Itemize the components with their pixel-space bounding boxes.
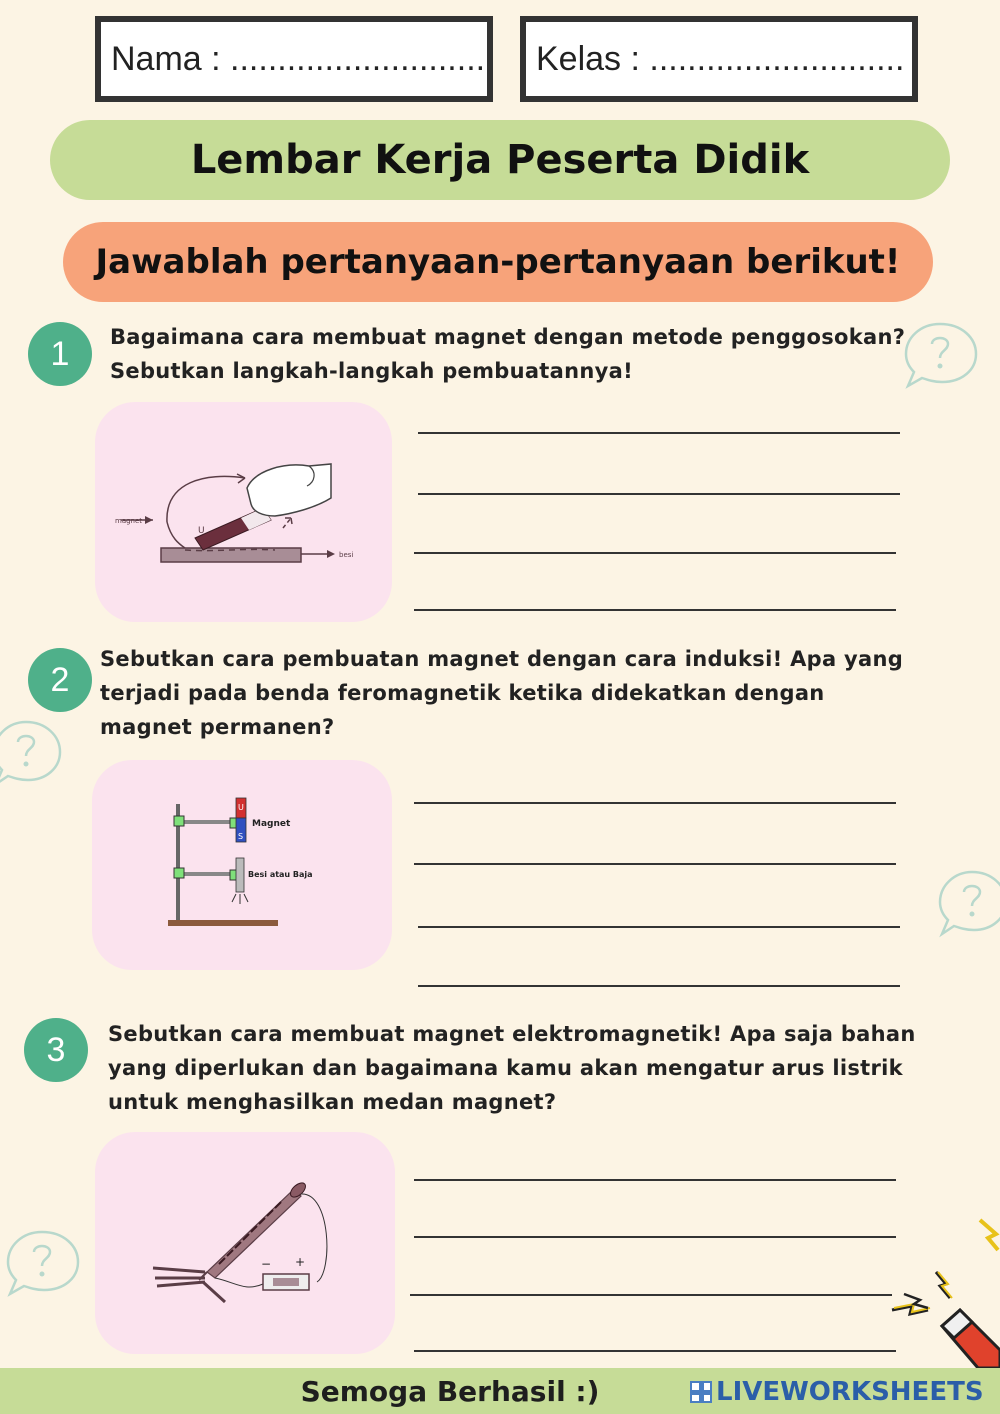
question-number: 2 [50,660,70,699]
brand-logo-icon [690,1381,712,1403]
answer-line[interactable] [418,432,900,434]
question-bubble-icon [2,1226,84,1300]
rubbing-method-illustration [95,402,392,622]
question-line: yang diperlukan dan bagaimana kamu akan mengatur arus listrik [108,1056,903,1080]
question-line: Bagaimana cara membuat magnet dengan metode penggosokan? [110,325,906,349]
question-line: Sebutkan langkah-langkah pembuatannya! [110,359,633,383]
question-bubble-icon [936,866,1000,942]
question-2-text [100,642,903,744]
minus-terminal-label: − [261,1257,272,1271]
answer-line[interactable] [418,985,900,987]
answer-line[interactable] [414,1179,896,1181]
brand-watermark[interactable] [690,1372,984,1412]
title-banner [50,120,950,200]
name-field-label: Nama : ........................... [111,39,486,78]
question-number: 3 [46,1030,66,1069]
question-number-badge [28,648,92,712]
brand-name: LIVEWORKSHEETS [716,1377,984,1407]
class-field[interactable] [520,16,918,102]
question-number: 1 [50,334,70,373]
magnet-label: Magnet [252,819,291,829]
north-pole-label: U [238,803,244,812]
electromagnet-illustration [95,1132,395,1354]
question-line: Sebutkan cara membuat magnet elektromagnetik! Apa saja bahan [108,1022,916,1046]
answer-line[interactable] [418,926,900,928]
question-bubble-icon [0,716,66,792]
answer-line[interactable] [414,863,896,865]
answer-line[interactable] [414,552,896,554]
instruction-banner [63,222,933,302]
induction-method-illustration [92,760,392,970]
question-line: magnet permanen? [100,715,335,739]
instruction-text: Jawablah pertanyaan-pertanyaan berikut! [95,242,901,282]
answer-line[interactable] [414,1236,896,1238]
pole-label: U [198,526,205,536]
south-pole-label: S [238,832,244,841]
iron-label: besi [339,551,354,559]
question-number-badge [28,322,92,386]
lightning-icon [980,1220,998,1250]
magnet-label: magnet [115,517,143,525]
magnet-icon [884,1210,1000,1368]
iron-label: Besi atau Baja [248,870,313,879]
question-3-text [108,1017,916,1119]
answer-line[interactable] [414,609,896,611]
question-line: untuk menghasilkan medan magnet? [108,1090,557,1114]
answer-line[interactable] [418,493,900,495]
answer-line[interactable] [410,1294,892,1296]
answer-line[interactable] [414,802,896,804]
question-line: terjadi pada benda feromagnetik ketika didekatkan dengan [100,681,825,705]
question-bubble-icon [900,318,982,392]
class-field-label: Kelas : ........................... [536,39,905,78]
page-title: Lembar Kerja Peserta Didik [190,137,810,183]
name-field[interactable] [95,16,493,102]
footer-message [300,1368,600,1414]
answer-line[interactable] [414,1350,896,1352]
question-1-text [110,320,905,388]
question-line: Sebutkan cara pembuatan magnet dengan cara induksi! Apa yang [100,647,904,671]
footer-text: Semoga Berhasil :) [300,1374,600,1408]
plus-terminal-label: + [295,1255,306,1269]
question-number-badge [24,1018,88,1082]
